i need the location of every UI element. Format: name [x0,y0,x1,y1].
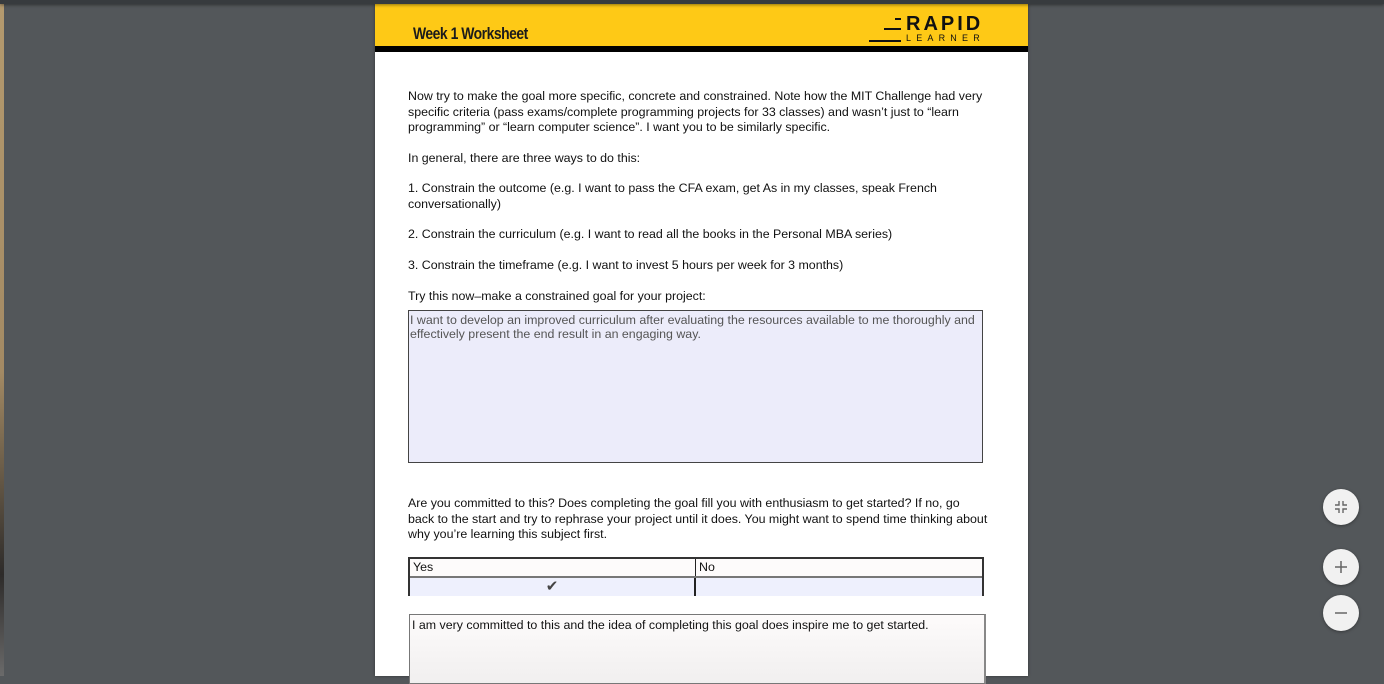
no-header: No [699,560,715,574]
zoom-out-button[interactable] [1323,595,1359,631]
table-header-row [410,559,982,578]
yes-checkbox[interactable]: ✔ [410,578,696,596]
logo-dash-icon [895,18,901,20]
logo-text-bottom: LEARNER [906,33,985,43]
way-3-timeframe: 3. Constrain the timeframe (e.g. I want to invest 5 hours per week for 3 months) [408,258,844,272]
plus-icon [1334,560,1348,574]
logo-dash-icon [884,28,901,30]
pdf-page [375,4,1028,676]
yes-header: Yes [410,559,696,576]
page-title: Week 1 Worksheet [413,24,528,43]
minus-icon [1334,606,1348,620]
goal-prompt: Try this now–make a constrained goal for your project: [408,289,706,303]
fit-page-button[interactable] [1323,489,1359,525]
viewer-top-bar [0,0,1384,4]
no-checkbox[interactable] [696,578,982,596]
commitment-question: Are you committed to this? Does completing the goal fill you with enthusiasm to get started? If no, go back to the start and try to rephrase your project until it does. You might want to spend time thinking about why you’re learning this subject first. [408,496,988,542]
commitment-table [408,557,984,596]
way-1-outcome: 1. Constrain the outcome (e.g. I want to pass the CFA exam, get As in my classes, speak French conversationally) [408,181,937,211]
fit-page-icon [1334,500,1348,514]
constrained-goal-field[interactable] [408,310,983,463]
rapid-learner-logo [868,13,993,43]
intro-paragraph: Now try to make the goal more specific, concrete and constrained. Note how the MIT Challenge had very specific criteria (pass exams/complete programming projects for 33 classes) and wasn’t just to “learn programming” or “learn computer science”. I want you to be similarly specific. [408,89,983,135]
three-ways-heading: In general, there are three ways to do this: [408,151,641,165]
table-checkbox-row [410,578,982,596]
page-header [375,4,1028,52]
logo-dash-icon [869,40,901,42]
way-2-curriculum: 2. Constrain the curriculum (e.g. I want to read all the books in the Personal MBA series) [408,227,893,241]
commitment-response-field[interactable] [409,614,986,684]
zoom-in-button[interactable] [1323,549,1359,585]
logo-text-top: RAPID [906,13,984,35]
window-edge [0,0,4,676]
